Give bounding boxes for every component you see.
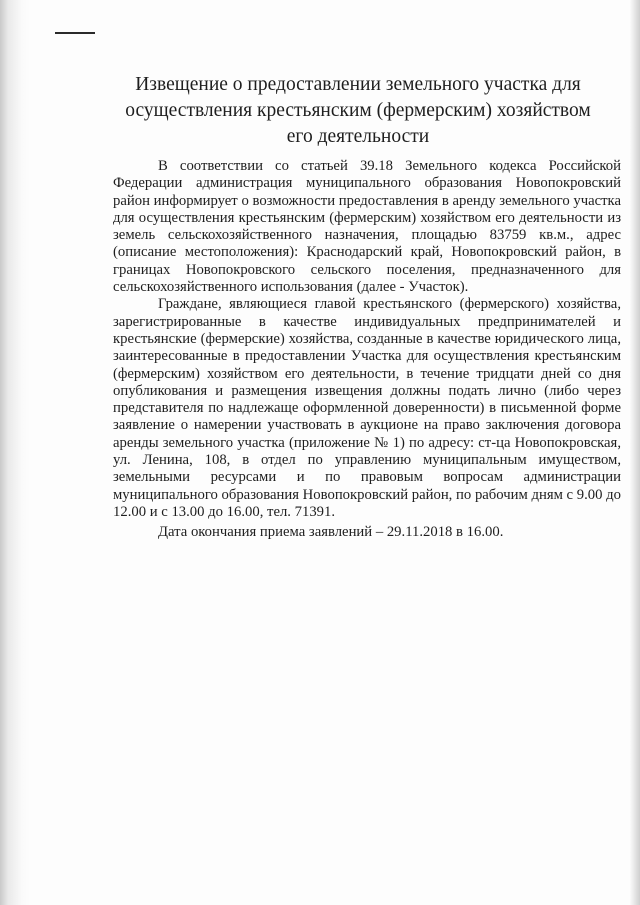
- scan-shadow-right: [630, 0, 640, 905]
- paragraph-notice: В соответствии со статьей 39.18 Земельного кодекса Российской Федерации администрация муниципального образования Новопокровский район информирует о возможности предоставления в аренду земельного участка для осуществления крестьянским (фермерским) хозяйством его деятельности из земель сельскохозяйственного назначения, площадью 83759 кв.м., адрес (описание местоположения): Краснодарский край, Новопокровский район, в границах Новопокровского сельского поселения, предназначенного для сельскохозяйственного использования (далее - Участок).: [113, 158, 621, 296]
- document-title: Извещение о предоставлении земельного участка для осуществления крестьянским (фермерским) хозяйством его деятельности: [125, 74, 591, 147]
- deadline-line: Дата окончания приема заявлений – 29.11.2018 в 16.00.: [158, 524, 504, 541]
- scan-shadow-left: [0, 0, 30, 905]
- top-dash-mark: [55, 32, 95, 34]
- paragraph-applicants: Граждане, являющиеся главой крестьянского (фермерского) хозяйства, зарегистрированные в качестве индивидуальных предпринимателей и крестьянские (фермерские) хозяйства, созданные в качестве юридического лица, заинтересованные в предоставлении Участка для осуществления крестьянским (фермерским) хозяйством его деятельности, в течение тридцати дней со дня опубликования и размещения извещения должны подать лично (либо через представителя по надлежаще оформленной доверенности) в письменной форме заявление о намерении участвовать в аукционе на право заключения договора аренды земельного участка (приложение № 1) по адресу: ст-ца Новопокровская, ул. Ленина, 108, в отдел по управлению муниципальным имуществом, земельными ресурсами и по правовым вопросам администрации муниципального образования Новопокровский район, по рабочим дням с 9.00 до 12.00 и с 13.00 до 16.00, тел. 71391.: [113, 296, 621, 520]
- document-body: [113, 158, 621, 542]
